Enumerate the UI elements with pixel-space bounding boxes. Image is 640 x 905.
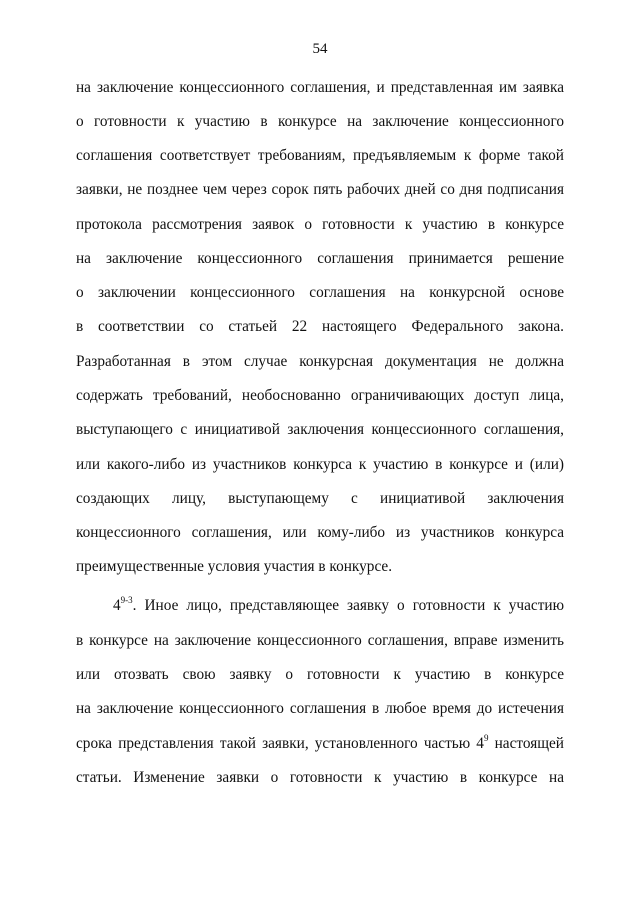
text-line: в соответствии со статьей 22 настоящего Федерального закона.	[76, 318, 564, 335]
text-line: или какого-либо из участников конкурса к участию в конкурсе и (или)	[76, 456, 564, 473]
text-line: преимущественные условия участия в конкурсе.	[76, 558, 393, 575]
text-line: на заключение концессионного соглашения, и представленная им заявка	[76, 79, 564, 96]
text-line: в конкурсе на заключение концессионного соглашения, вправе изменить	[76, 632, 564, 649]
text-line: концессионного соглашения, или кому-либо из участников конкурса	[76, 524, 564, 541]
text-line: содержать требований, необоснованно ограничивающих доступ лица,	[76, 387, 564, 404]
text-line: на заключение концессионного соглашения в любое время до истечения	[76, 700, 564, 717]
text-line: о заключении концессионного соглашения на конкурсной основе	[76, 284, 564, 301]
section-superscript: 9-3	[120, 595, 133, 605]
text-line: о готовности к участию в конкурсе на заключение концессионного	[76, 113, 564, 130]
text-fragment: настоящей	[488, 735, 564, 752]
text-line: соглашения соответствует требованиям, предъявляемым к форме такой	[76, 147, 564, 164]
text-line: статьи. Изменение заявки о готовности к участию в конкурсе на	[76, 769, 564, 786]
text-line: Разработанная в этом случае конкурсная документация не должна	[76, 353, 564, 370]
text-line: выступающего с инициативой заключения концессионного соглашения,	[76, 421, 564, 438]
text-line: на заключение концессионного соглашения принимается решение	[76, 250, 564, 267]
text-line: создающих лицу, выступающему с инициативой заключения	[76, 490, 564, 507]
section-number: 4	[113, 597, 121, 614]
text-fragment: срока представления такой заявки, установленного частью 4	[76, 735, 484, 752]
text-line-with-reference	[76, 735, 564, 753]
text-line: протокола рассмотрения заявок о готовности к участию в конкурсе	[76, 216, 564, 233]
text-line: заявки, не позднее чем через сорок пять рабочих дней со дня подписания	[76, 181, 564, 198]
reference-superscript: 9	[483, 733, 489, 743]
paragraph-first-line	[113, 597, 564, 615]
text-fragment: . Иное лицо, представляющее заявку о готовности к участию	[132, 597, 564, 614]
page-number: 54	[312, 41, 328, 57]
text-line: или отозвать свою заявку о готовности к участию в конкурсе	[76, 666, 564, 683]
